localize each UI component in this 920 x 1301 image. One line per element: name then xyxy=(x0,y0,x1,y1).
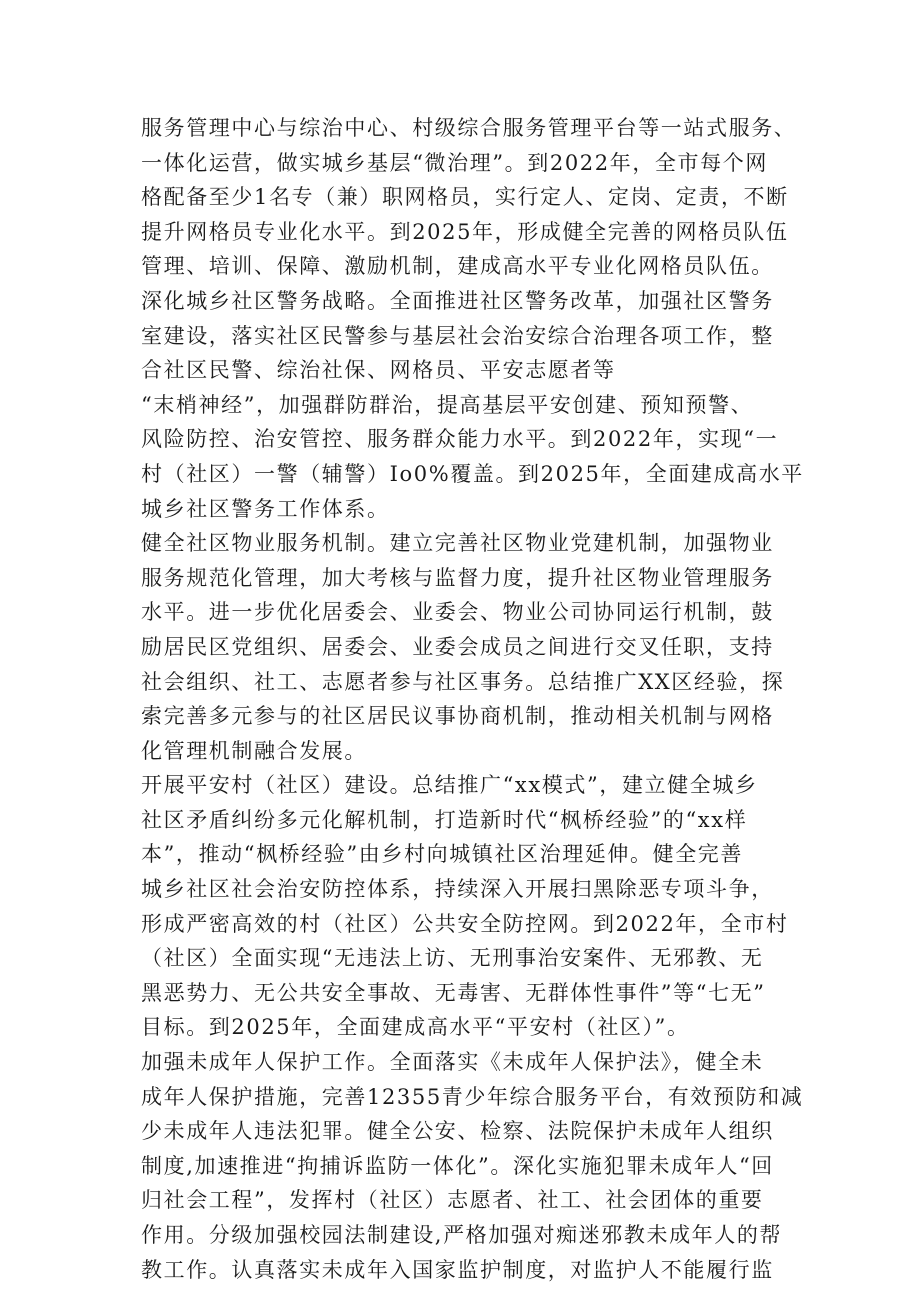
text-line: 本”，推动“枫桥经验”由乡村向城镇社区治理延伸。健全完善 xyxy=(141,842,744,867)
text-line: 社会组织、社工、志愿者参与社区事务。总结推广XX区经验，探 xyxy=(141,669,785,694)
text-line: 深化城乡社区警务战略。全面推进社区警务改革，加强社区警务 xyxy=(141,288,774,313)
text-line: 少未成年人违法犯罪。健全公安、检察、法院保护未成年人组织 xyxy=(141,1119,774,1144)
text-line: 合社区民警、综治社保、网格员、平安志愿者等 xyxy=(141,358,616,383)
text-line: 村（社区）一警（辅警）Io0%覆盖。到2025年，全面建成高水平 xyxy=(141,461,804,486)
text-line: 服务规范化管理，加大考核与监督力度，提升社区物业管理服务 xyxy=(141,565,774,590)
text-line: 作用。分级加强校园法制建设,严格加强对痴迷邪教未成年人的帮 xyxy=(141,1223,783,1247)
text-line: “末梢神经”，加强群防群治，提高基层平安创建、预知预警、 xyxy=(141,392,754,417)
text-line: 化管理机制融合发展。 xyxy=(141,738,367,763)
text-line: 黑恶势力、无公共安全事故、无毒害、无群体性事件”等“七无” xyxy=(141,980,766,1005)
text-line: 服务管理中心与综治中心、村级综合服务管理平台等一站式服务、 xyxy=(141,116,797,140)
text-line: 城乡社区警务工作体系。 xyxy=(141,496,390,521)
text-line: 教工作。认真落实未成年入国家监护制度，对监护人不能履行监 xyxy=(141,1257,774,1282)
text-line: 社区矛盾纠纷多元化解机制，打造新时代“枫桥经验”的“xx样 xyxy=(141,807,748,832)
text-line: 索完善多元参与的社区居民议事协商机制，推动相关机制与网格 xyxy=(141,704,774,729)
text-line: 制度,加速推进“拘捕诉监防一体化”。深化实施犯罪未成年人“回 xyxy=(141,1153,774,1178)
text-line: （社区）全面实现“无违法上访、无刑事治安案件、无邪教、无 xyxy=(141,946,764,971)
text-line: 开展平安村（社区）建设。总结推广“xx模式”，建立健全城乡 xyxy=(141,773,758,798)
text-line: 风险防控、治安管控、服务群众能力水平。到2022年，实现“一 xyxy=(141,427,779,452)
text-line: 形成严密高效的村（社区）公共安全防控网。到2022年，全市村 xyxy=(141,911,789,936)
text-line: 提升网格员专业化水平。到2025年，形成健全完善的网格员队伍 xyxy=(141,219,789,244)
text-line: 格配备至少1名专（兼）职网格员，实行定人、定岗、定责，不断 xyxy=(141,185,789,210)
text-line: 室建设，落实社区民警参与基层社会治安综合治理各项工作，整 xyxy=(141,323,774,348)
text-line: 加强未成年人保护工作。全面落实《未成年人保护法》，健全未 xyxy=(141,1050,764,1075)
text-line: 健全社区物业服务机制。建立完善社区物业党建机制，加强物业 xyxy=(141,531,774,556)
text-line: 管理、培训、保障、激励机制，建成高水平专业化网格员队伍。 xyxy=(141,254,774,279)
text-line: 归社会工程”，发挥村（社区）志愿者、社工、社会团体的重要 xyxy=(141,1188,764,1213)
text-line: 励居民区党组织、居委会、业委会成员之间进行交叉任职，支持 xyxy=(141,634,774,659)
text-line: 水平。进一步优化居委会、业委会、物业公司协同运行机制，鼓 xyxy=(141,600,774,625)
text-line: 一体化运营，做实城乡基层“微治理”。到2022年，全市每个网 xyxy=(141,150,768,175)
text-line: 城乡社区社会治安防控体系，持续深入开展扫黑除恶专项斗争， xyxy=(141,877,774,902)
document-body xyxy=(141,111,804,1287)
text-line: 成年人保护措施，完善12355青少年综合服务平台，有效预防和减 xyxy=(141,1084,804,1109)
text-line: 目标。到2025年，全面建成高水平“平安村（社区）”。 xyxy=(141,1015,690,1040)
